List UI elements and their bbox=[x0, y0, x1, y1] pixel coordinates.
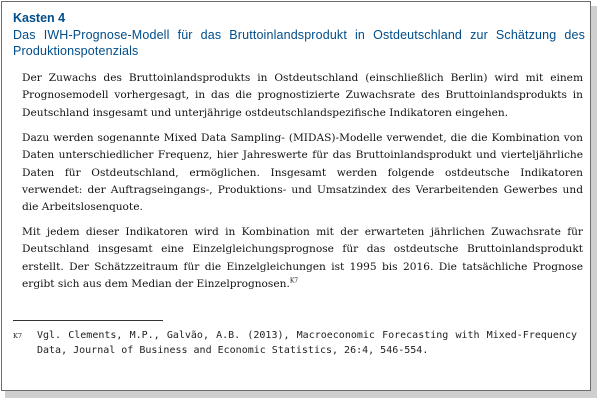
box-label: Kasten 4 bbox=[13, 11, 66, 25]
paragraph-3 bbox=[22, 224, 583, 293]
paragraph-3-text: Mit jedem dieser Indikatoren wird in Kombination mit der erwarteten jährlichen Zuwachsrate für Deutschland insgesamt eine Einzelgleichungsprognose für das ostdeutsche Bruttoinlandsprodukt erstellt. Der Schätzzeitraum für die Einzelgleichungen ist 1995 bis 2016. Die tatsächliche Prognose ergibt sich aus dem Median der Einzelprognosen. bbox=[22, 226, 583, 290]
footnote-text: Vgl. Clements, M.P., Galvão, A.B. (2013), Macroeconomic Forecasting with Mixed-Frequency Data, Journal of Business and Economic Statistics, 26:4, 546-554. bbox=[37, 330, 577, 356]
paragraph-2: Dazu werden sogenannte Mixed Data Sampling- (MIDAS)-Modelle verwendet, die die Kombination von Daten unterschiedlicher Frequenz, hier Jahreswerte für das Bruttoinlandsprodukt und vierteljährliche Daten für Ostdeutschland, ermöglichen. Insgesamt werden folgende ostdeutsche Indikatoren verwendet: der Auftragseingangs-, Produktions- und Umsatzindex des Verarbeitenden Gewerbes und die Arbeitslosenquote. bbox=[22, 132, 583, 214]
info-box bbox=[1, 1, 591, 391]
footnote bbox=[13, 329, 585, 358]
paragraph-1: Der Zuwachs des Bruttoinlandsprodukts in Ostdeutschland (einschließlich Berlin) wird mit einem Prognosemodell vorhergesagt, in das die prognostizierte Zuwachsrate des Bruttoinlandsprodukts in Deutschland insgesamt und unterjährige ostdeutschlandspezifische Indikatoren eingehen. bbox=[22, 72, 583, 119]
footnote-divider bbox=[13, 320, 163, 321]
box-title: Das IWH-Prognose-Modell für das Bruttoinlandsprodukt in Ostdeutschland zur Schätzung des Produktionspotenzials bbox=[13, 28, 585, 58]
footnote-mark: K7 bbox=[13, 332, 22, 340]
footnote-reference[interactable]: K7 bbox=[289, 277, 299, 285]
